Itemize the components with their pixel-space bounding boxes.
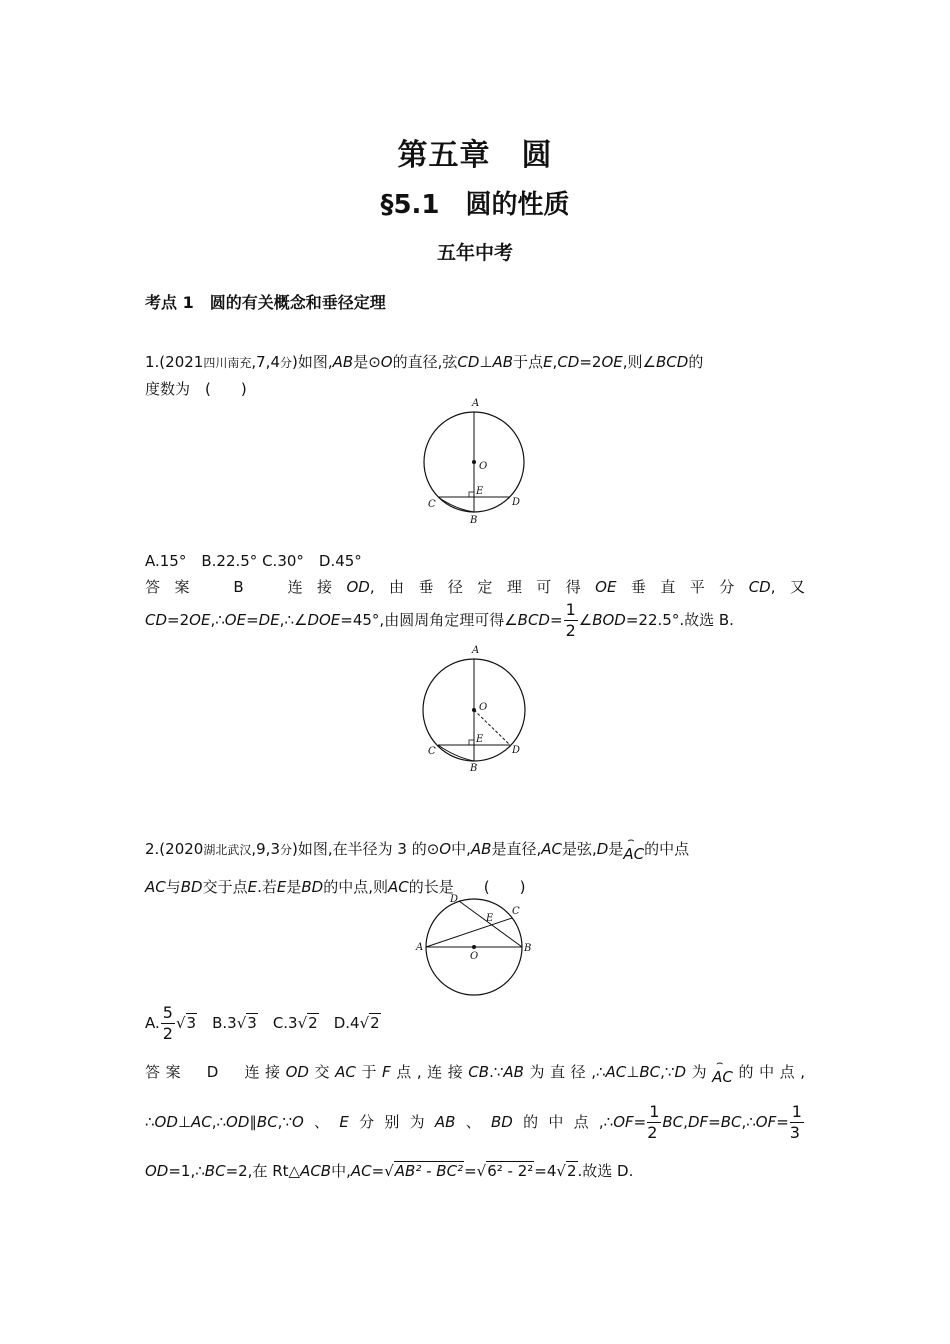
fig3-label-E: E [486,913,494,924]
q1-options: A.15° B.22.5° C.30° D.45° [145,552,362,570]
figure-1 [415,395,535,525]
fig3-label-A: A [416,942,424,953]
section-title: §5.1 圆的性质 [380,190,570,220]
fig2-label-E: E [476,734,484,745]
fig2-label-D: D [512,745,521,756]
fraction: $\frac{1}{2}$ [565,600,576,640]
q2-answer-line1: 答案 D 连接OD交AC于F点,连接CB.∵AB为直径,∴AC⊥BC,∵D为⌢ AC的中点, [145,1061,805,1082]
q2-options: A. $\frac{5}{2}$ √3 B.3√3 C.3√2 D.4√2 [145,1003,380,1043]
figure-2 [415,640,535,775]
fig1-label-A: A [472,398,480,409]
fig2-label-C: C [428,746,436,757]
fig2-label-A: A [472,645,480,656]
kaodian-heading: 考点 1 圆的有关概念和垂径定理 [145,293,386,312]
fig2-label-O: O [479,702,488,713]
fig1-label-C: C [428,499,436,510]
figure-3 [412,893,542,998]
fig3-label-D: D [450,894,459,905]
q2-line1: 2.(2020湖北武汉,9,3分)如图,在半径为 3 的⊙O中,AB是直径,AC是弦,D是⌢ AC的中点 [145,838,689,859]
q2-answer-line2: ∴OD⊥AC,∴OD∥BC,∵O、E分别为AB、BD的中点,∴OF= $\frac{1}{2}$ BC,DF=BC,∴OF= $\frac{1}{3}$ [145,1102,802,1142]
fig1-label-D: D [512,497,521,508]
subtitle: 五年中考 [436,242,513,264]
chapter-title: 第五章 圆 [397,138,553,173]
q1-line2: 度数为 ( ) [145,380,247,398]
fig3-label-B: B [524,943,532,954]
fig3-label-C: C [512,906,520,917]
q2-answer-line3: OD=1,∴BC=2,在 Rt△ACB中,AC=√AB² - BC²=√6² - 2²=4√2.故选 D. [145,1162,634,1180]
fig2-label-B: B [470,763,478,774]
q1-answer-line1: 答案 B 连接OD,由垂径定理可得OE垂直平分CD,又 [145,578,805,596]
fig1-label-B: B [470,515,478,525]
q1-line1: 1.(2021四川南充,7,4分)如图,AB是⊙O的直径,弦CD⊥AB于点E,CD=2OE,则∠BCD的 [145,353,704,371]
fig1-label-E: E [476,486,484,497]
q1-answer-line2: CD=2OE,∴OE=DE,∴∠DOE=45°,由圆周角定理可得∠BCD= $\frac{1}{2}$ ∠BOD=22.5°.故选 B. [145,600,734,640]
fig3-label-O: O [470,951,479,962]
q2-line2: AC与BD交于点E.若E是BD的中点,则AC的长是 ( ) [145,878,526,896]
fig1-label-O: O [479,461,488,472]
